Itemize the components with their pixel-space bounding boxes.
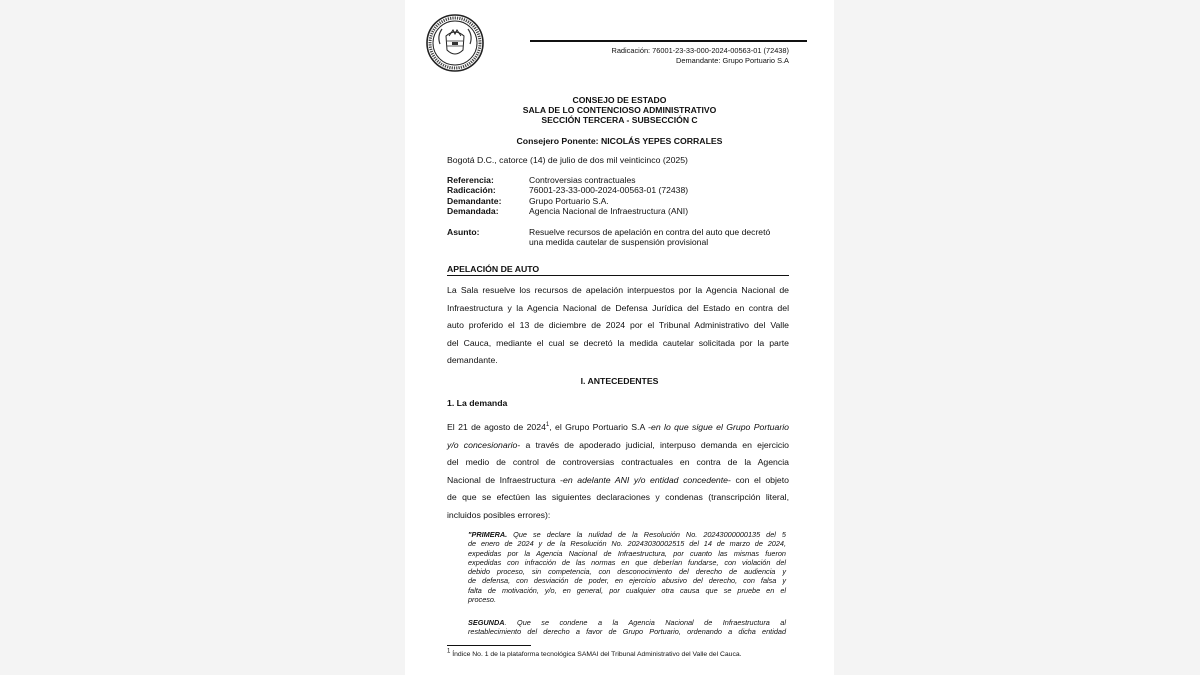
court-line-1: CONSEJO DE ESTADO (572, 95, 667, 105)
meta-label: Demandante: (447, 195, 502, 206)
ponente-line: Consejero Ponente: NICOLÁS YEPES CORRALES (516, 136, 723, 146)
header-demandante: Demandante: Grupo Portuario S.A (676, 55, 789, 65)
quote-line (468, 530, 786, 539)
antecedentes-title: I. ANTECEDENTES (580, 376, 659, 386)
text-run: . Que se condene a la Agencia Nacional de Infraestructura al (504, 618, 786, 627)
text-run-italic: y/o concesionario (447, 439, 518, 450)
meta-value: Grupo Portuario S.A. (529, 195, 609, 206)
footnote-rule (447, 645, 531, 646)
paragraph-line: del Cauca, mediante el cual se decretó la medida cautelar solicitada por la parte (447, 337, 789, 348)
quote-line: debido proceso, sin competencia, con desconocimiento del derecho de audiencia y (468, 567, 786, 577)
meta-label: Referencia: (447, 175, 494, 185)
meta-label: Radicación: (447, 185, 496, 195)
footnote-number: 1 (447, 648, 451, 655)
paragraph-line (447, 419, 789, 437)
paragraph-line: del medio de control de controversias contractuales en contra de la Agencia (447, 457, 789, 468)
quote-lead: SEGUNDA (468, 618, 505, 627)
meta-label: Demandada: (447, 206, 499, 216)
footnote-ref: 1 (545, 422, 550, 429)
text-run: Que se declare la nulidad de la Resolución No. 20243000000135 del 5 (507, 530, 786, 539)
asunto-value-line-2: una medida cautelar de suspensión provisional (529, 237, 709, 247)
asunto-label: Asunto: (447, 227, 480, 237)
header-case-info (611, 46, 789, 65)
quote-line: de enero de 2024 y de la Resolución No. 20243030002515 del 14 de marzo de 2024, (468, 539, 786, 549)
meta-value: Agencia Nacional de Infraestructura (ANI) (529, 206, 689, 216)
meta-value: 76001-23-33-000-2024-00563-01 (72438) (529, 185, 689, 195)
text-run: , el Grupo Portuario S.A - (549, 422, 652, 432)
document-page (405, 0, 834, 675)
paragraph-line (447, 472, 789, 490)
paragraph-line: de que se efectúen las siguientes declaraciones y condenas (transcripción literal, (447, 492, 789, 503)
text-run: - con el objeto (728, 474, 789, 485)
paragraph-line (447, 437, 789, 455)
text-run: Nacional de Infraestructura - (447, 474, 564, 485)
text-run: - a través de apoderado judicial, interpuso demanda en ejercicio (517, 439, 790, 450)
quote-lead: "PRIMERA. (468, 530, 508, 539)
quote-line: de defensa, con desviación de poder, en ejercicio abusivo del derecho, con falsa y (468, 576, 786, 586)
republic-seal-icon (426, 14, 484, 72)
asunto-value-line-1: Resuelve recursos de apelación en contra del auto que decretó (529, 227, 771, 237)
footnote-text: Índice No. 1 de la plataforma tecnológica SAMAI del Tribunal Administrativo del Valle del Cauca. (450, 651, 742, 658)
court-line-3: SECCIÓN TERCERA - SUBSECCIÓN C (541, 115, 698, 126)
date-line: Bogotá D.C., catorce (14) de julio de dos mil veinticinco (2025) (447, 155, 688, 165)
paragraph-line: Infraestructura y la Agencia Nacional de Defensa Jurídica del Estado en contra del (447, 302, 789, 313)
meta-value: Controversias contractuales (529, 175, 636, 185)
text-run-italic: en lo que sigue el Grupo Portuario (651, 422, 789, 432)
apelacion-title: APELACIÓN DE AUTO (447, 264, 540, 274)
footnote (447, 648, 742, 658)
quote-line (468, 618, 786, 627)
text-run: El 21 de agosto de 2024 (447, 422, 546, 432)
paragraph-line: demandante. (447, 355, 498, 366)
demanda-title: 1. La demanda (447, 398, 508, 408)
paragraph-line: auto proferido el 13 de diciembre de 2024 por el Tribunal Administrativo del Valle (447, 320, 789, 331)
quote-line: expedidas con infracción de las normas en que deberían fundarse, con violación del (468, 557, 786, 567)
court-line-2: SALA DE LO CONTENCIOSO ADMINISTRATIVO (522, 105, 717, 116)
quote-segunda (468, 618, 786, 637)
demanda-paragraph (447, 419, 789, 525)
paragraph-line: La Sala resuelve los recursos de apelación interpuestos por la Agencia Nacional de (447, 285, 789, 295)
court-heading (405, 95, 834, 126)
quote-line: proceso. (468, 595, 496, 605)
quote-line: restablecimiento del derecho a favor de Grupo Portuario, ordenando a dicha entidad (468, 627, 786, 637)
intro-paragraph (447, 282, 789, 370)
quote-primera (468, 530, 786, 604)
quote-line: expedidas por la Agencia Nacional de Infraestructura, por cuanto las mismas fueron (468, 548, 786, 558)
paragraph-line: incluidos posibles errores): (447, 509, 551, 520)
text-run-italic: en adelante ANI y/o entidad concedente (563, 474, 728, 485)
section-rule (447, 275, 789, 276)
header-rule (530, 40, 807, 42)
header-radicacion: Radicación: 76001-23-33-000-2024-00563-01 (72438) (611, 46, 789, 55)
quote-line: falta de motivación, y/o, en general, por cualquier otra causa que se pruebe en el (468, 585, 786, 595)
